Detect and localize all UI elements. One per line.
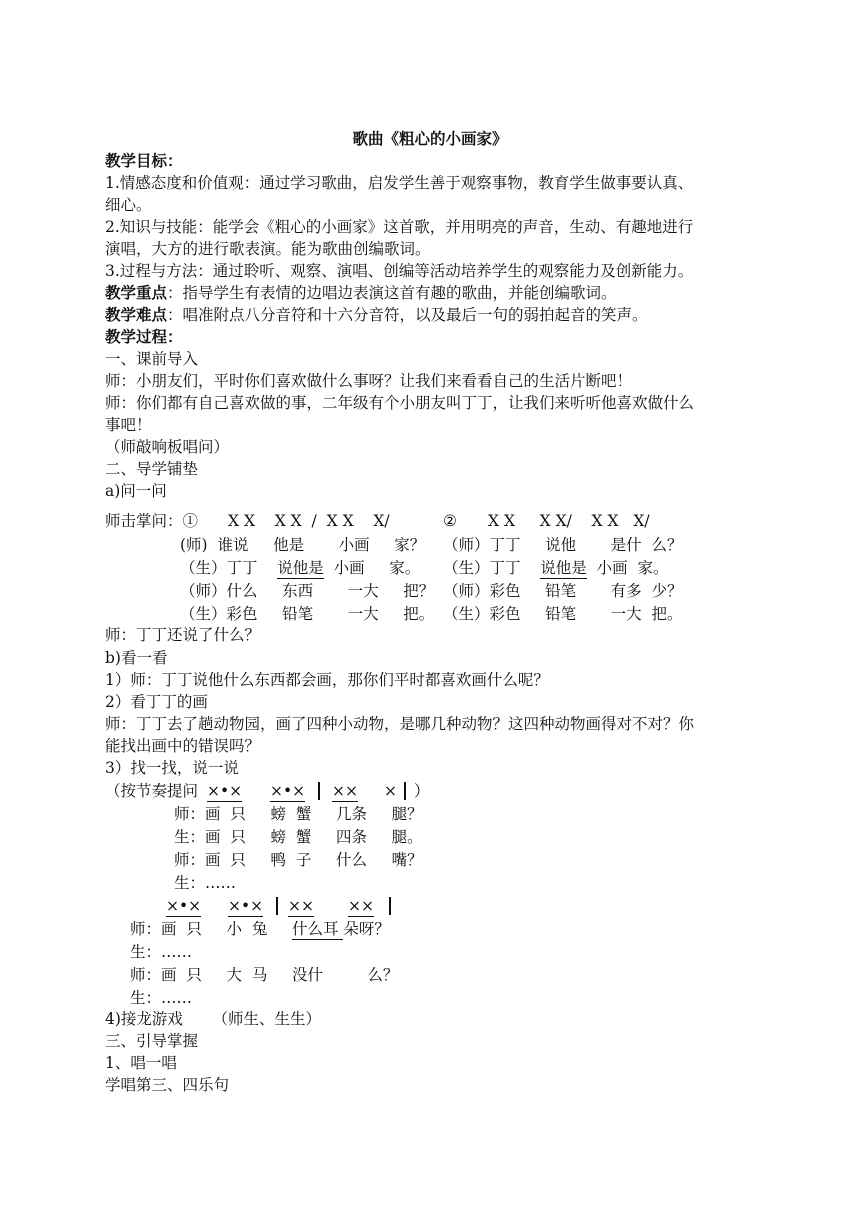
qa-line-6: 生：…… [130, 943, 193, 961]
part-b-4: 3）找一找，说一说 [105, 759, 239, 777]
difficulty-text: ：唱准附点八分音符和十六分音符，以及最后一句的弱拍起音的笑声。 [167, 306, 648, 324]
dialogue-right-2 [443, 557, 668, 579]
qa-line-3: 师：画 只 鸭 子 什么 嘴？ [174, 851, 423, 869]
section-2-heading: 二、导学铺垫 [105, 460, 199, 478]
dialogue-left-2a: （生）丁丁 [180, 559, 278, 577]
bar-line [318, 782, 320, 800]
dialogue-left-3: （师）什么 东西 一大 把？ [180, 582, 435, 600]
step-1-text: 学唱第三、四乐句 [105, 1076, 230, 1094]
rhythm2-note-3 [288, 895, 314, 917]
part-b-3b: 能找出画中的错误吗？ [105, 737, 261, 755]
dialogue-right-4: （生）彩色 铅笔 一大 把。 [443, 605, 683, 623]
rhythm2-note-4 [348, 895, 374, 917]
dialogue-left-1: (师) 谁说 他是 小画 家？ [180, 536, 426, 554]
difficulty-label: 教学难点 [105, 305, 168, 324]
key-point-text: ：指导学生有表情的边唱边表演这首有趣的歌曲，并能创编歌词。 [167, 284, 617, 302]
step-1-heading: 1、唱一唱 [105, 1054, 177, 1072]
section-1-line-1: 师：小朋友们，平时你们喜欢做什么事呀？让我们来看看自己的生活片断吧！ [105, 372, 633, 390]
circled-2: ② [443, 512, 457, 530]
section-1-line-2a: 师：你们都有自己喜欢做的事，二年级有个小朋友叫丁丁，让我们来听听他喜欢做什么 [105, 394, 695, 412]
ask-line: 师：丁丁还说了什么？ [105, 626, 261, 644]
bar-line [276, 897, 278, 915]
qa-line-8: 生：…… [130, 989, 193, 1007]
qa-line-2: 生：画 只 螃 蟹 四条 腿。 [174, 828, 423, 846]
goal-1-line-2: 细心。 [105, 196, 152, 214]
clap-label: 师击掌问：① [105, 512, 199, 530]
underlined-phrase: 说他是 [277, 559, 324, 577]
section-1-line-2b: 事吧！ [105, 416, 152, 434]
game-line: 4)接龙游戏 （师生、生生） [105, 1010, 321, 1028]
underlined-phrase: 说他是 [540, 559, 587, 577]
qa-line-5a: 师：画 只 小 兔 [130, 920, 292, 938]
rhythm-dotted-pair: ×•× [166, 897, 202, 915]
dialogue-left-2 [180, 557, 420, 579]
dialogue-right-2b: 小画 家。 [586, 559, 669, 577]
bar-line [389, 897, 391, 915]
bar-line [404, 782, 406, 800]
difficulty-point [105, 304, 648, 326]
rhythm-dotted-pair: ×•× [207, 782, 243, 800]
rhythm-note-3 [332, 780, 358, 802]
dialogue-right-3: （师）彩色 铅笔 有多 少？ [443, 582, 683, 600]
rhythm-sixteenth-pair: ×× [348, 897, 374, 915]
key-point [105, 282, 617, 304]
dialogue-right-1: （师）丁丁 说他 是什 么？ [443, 536, 683, 554]
section-3-heading: 三、引导掌握 [105, 1032, 199, 1050]
goal-3: 3.过程与方法：通过聆听、观察、演唱、创编等活动培养学生的观察能力及创新能力。 [105, 262, 694, 280]
part-b-1: 1）师：丁丁说他什么东西都会画，那你们平时都喜欢画什么呢？ [105, 671, 549, 689]
goals-heading: 教学目标： [105, 151, 183, 170]
dialogue-left-4: （生）彩色 铅笔 一大 把。 [180, 605, 435, 623]
rhythm-note-2 [270, 780, 305, 802]
section-1-line-3: （师敲响板唱问） [105, 438, 230, 456]
rhythm2-note-1 [166, 895, 201, 917]
rhythm-prompt-suffix: ） [414, 782, 430, 800]
rhythm-1: X X X X / X X X/ [228, 512, 390, 530]
part-a-heading: a)问一问 [105, 482, 167, 500]
dialogue-left-2b: 小画 家。 [323, 559, 421, 577]
page-title: 歌曲《粗心的小画家》 [352, 129, 508, 148]
part-b-3a: 师：丁丁去了趟动物园，画了四种小动物，是哪几种动物？这四种动物画得对不对？你 [105, 715, 695, 733]
rhythm-2: X X X X/ X X X/ [488, 512, 650, 530]
goal-1-line-1: 1.情感态度和价值观：通过学习歌曲，启发学生善于观察事物，教育学生做事要认真、 [105, 174, 694, 192]
rhythm-prompt-prefix: （按节奏提问 [105, 782, 199, 800]
rhythm-note-1 [207, 780, 242, 802]
part-b-2: 2）看丁丁的画 [105, 693, 208, 711]
qa-line-5 [130, 918, 390, 940]
rhythm-sixteenth-pair: ×× [332, 782, 358, 800]
dialogue-right-2a: （生）丁丁 [443, 559, 541, 577]
rhythm-dotted-pair: ×•× [270, 782, 306, 800]
goal-2-line-2: 演唱，大方的进行歌表演。能为歌曲创编歌词。 [105, 240, 431, 258]
process-heading: 教学过程： [105, 327, 183, 346]
goal-2-line-1: 2.知识与技能：能学会《粗心的小画家》这首歌，并用明亮的声音，生动、有趣地进行 [105, 218, 694, 236]
qa-line-7: 师：画 只 大 马 没什 么？ [130, 966, 399, 984]
qa-line-1: 师：画 只 螃 蟹 几条 腿？ [174, 805, 423, 823]
part-b-heading: b)看一看 [105, 649, 168, 667]
section-1-heading: 一、课前导入 [105, 350, 199, 368]
qa-line-4: 生：…… [174, 874, 237, 892]
rhythm-note-4: × [384, 782, 397, 800]
rhythm2-note-2 [228, 895, 263, 917]
underlined-phrase: 什么耳 [291, 920, 344, 938]
qa-line-5b: 朵呀？ [343, 920, 390, 938]
rhythm-dotted-pair: ×•× [228, 897, 264, 915]
rhythm-sixteenth-pair: ×× [288, 897, 314, 915]
key-point-label: 教学重点 [105, 283, 168, 302]
